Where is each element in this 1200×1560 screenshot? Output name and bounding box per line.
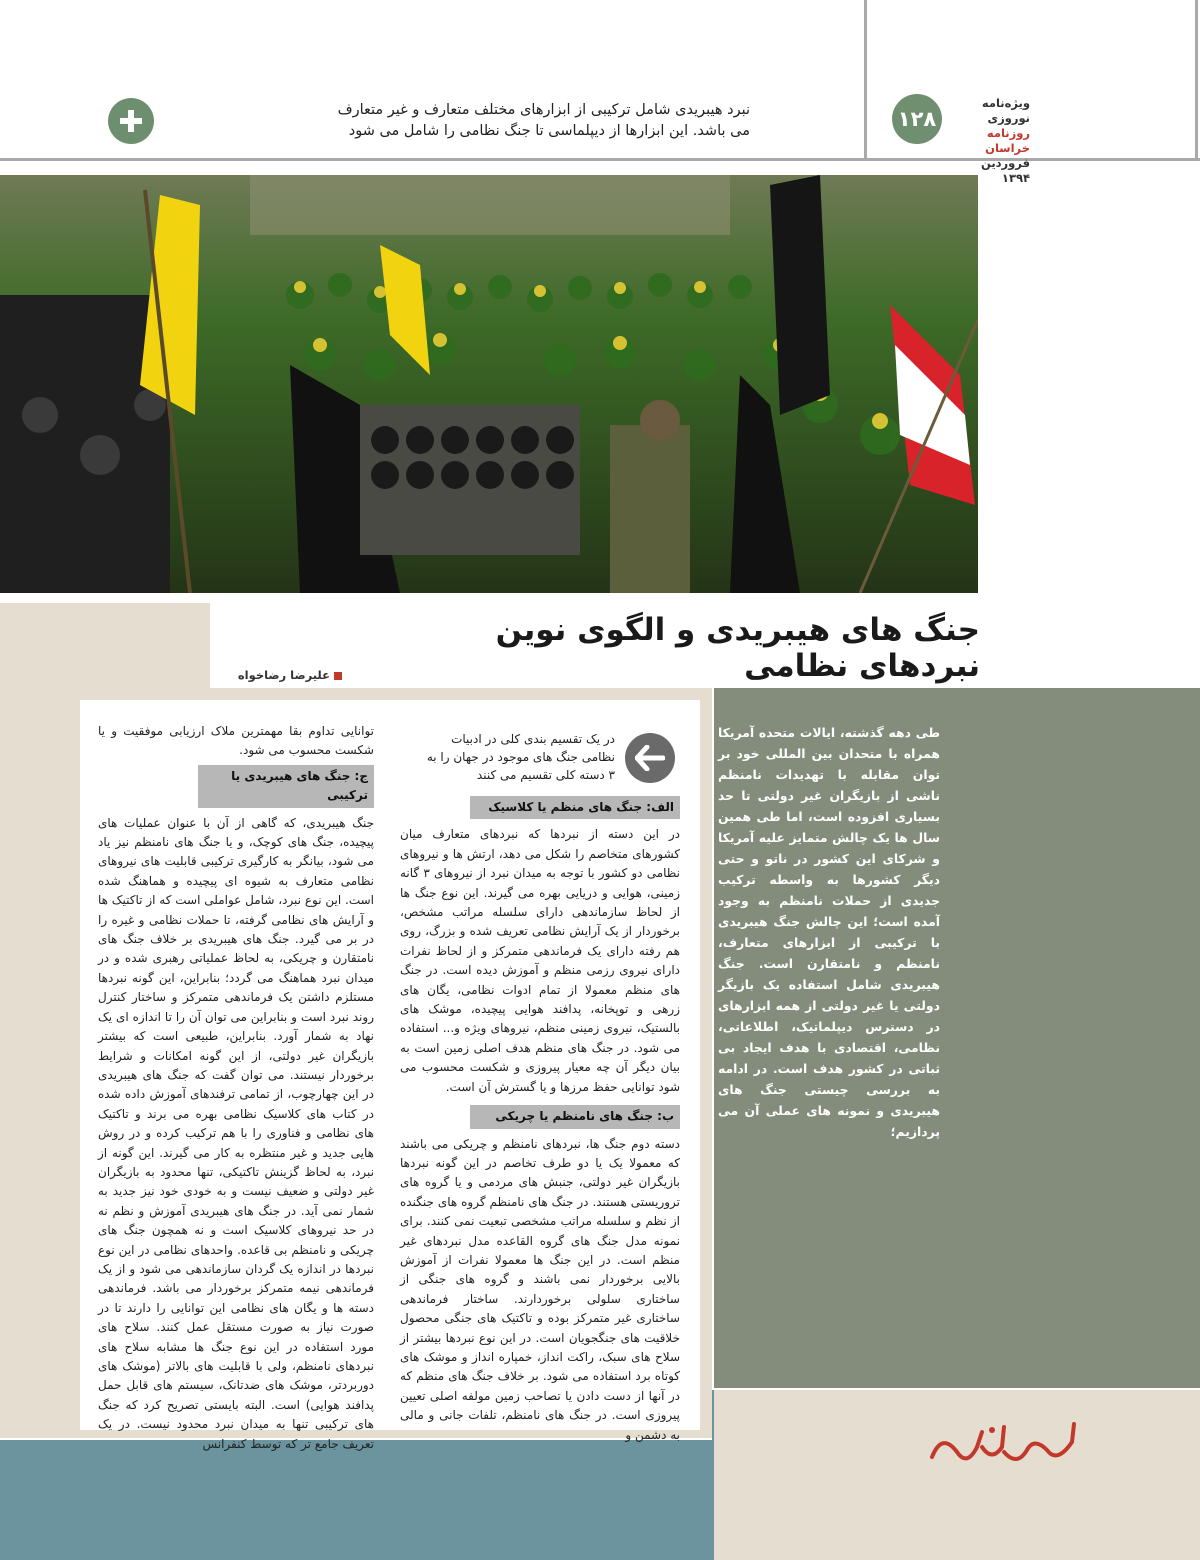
masthead-line-1: ویژه‌نامه نوروزی xyxy=(981,96,1030,125)
beige-panel-top xyxy=(0,603,210,688)
section-a-heading: الف: جنگ های منظم یا کلاسیک xyxy=(470,796,680,819)
intro-text: در یک تقسیم بندی کلی در ادبیات نظامی جنگ های موجود در جهان را به ۳ دسته کلی تقسیم می کنند xyxy=(426,732,615,782)
sidebar-intro-text: طی دهه گذشته، ایالات متحده آمریکا همراه با متحدان بین المللی خود بر توان مقابله با تهدیدات نامنظم ناشی از بازیگران غیر دولتی تا حد بسیاری افزوده است، اما طی همین سال ها یک چالش متمایز علیه آمریکا و شرکای این کشور در ناتو و حتی دیگر کشورها به واسطه ترکیب جدیدی از حملات نامنظم به وجود آمده است؛ این چالش جنگ هیبریدی با ترکیبی از ابزارهای متعارف، نامنظم و نامتقارن است. جنگ هیبریدی شامل استفاده یک بازیگر دولتی یا غیر دولتی از همه ابزارهای در دسترس دیپلماتیک، اطلاعاتی، نظامی، اقتصادی با هدف ایجاد بی ثباتی در کشور هدف است. در ادامه به بررسی چیستی جنگ های هیبریدی و نمونه های عملی آن می پردازیم؛ xyxy=(718,725,940,1139)
khorasan-logo xyxy=(922,1412,1092,1482)
article-title: جنگ های هیبریدی و الگوی نوین نبردهای نظامی xyxy=(495,612,980,684)
section-b-text: دسته دوم جنگ ها، نبردهای نامنظم و چریکی می باشند که معمولا یک یا دو طرف تخاصم در این گونه نبردها بازیگران غیر دولتی، جنبش های مردمی و یا گروه های تروریستی هستند. در جنگ های نامنظم گروه های جنگنده از نظم و سلسله مراتب مشخصی تبعیت نمی کنند. برای نمونه مدل جنگ های گروه القاعده مدل نبردهای غیر منظم است. در این جنگ ها معمولا نفرات از آموزش بالایی برخوردار نمی باشند و گروه های جنگی از ساختاری سلولی برخوردارند. ساختار فرماندهی ساختاری غیر متمرکز بوده و تاکتیک های جنگی محصول خلاقیت های جنگجویان است. در این نوع نبردها بیشتر از سلاح های سبک، راکت انداز، خمپاره انداز و موشک های کوتاه برد استفاده می شود. بر خلاف جنگ های منظم که در آنها از دست دادن یا تصاحب زمین مولفه اصلی تعیین پیروزی است. در جنگ های نامنظم، تلفات جانی و مالی به دشمن و xyxy=(400,1136,680,1442)
hero-photo-illustration xyxy=(0,175,978,593)
article-author: علیرضا رضاخواه xyxy=(220,668,342,682)
header-divider-right xyxy=(1195,0,1198,160)
arrow-left-glyph xyxy=(635,745,665,771)
masthead-line-3: فروردین ۱۳۹۴ xyxy=(980,156,1030,185)
section-b-heading: ب: جنگ های نامنظم یا چریکی xyxy=(470,1105,680,1128)
teaser-line-2: می باشد. این ابزارها از دیپلماسی تا جنگ نظامی را شامل می شود xyxy=(348,123,750,139)
section-c-text: جنگ هیبریدی، که گاهی از آن با عنوان عملیات های پیچیده، جنگ های کوچک، و یا جنگ های نامنظم نیز یاد می شود، بیانگر به کارگیری ترکیبی قابلیت های نیروهای نظامی متعارف به شیوه ای پیچیده و هماهنگ شده است. این نوع نبرد، شامل عواملی است که از تاکتیک ها و آرایش های نظامی گرفته، تا حملات نظامی و غیره را در بر می گیرد. جنگ های هیبریدی بر خلاف جنگ های نامتقارن و چریکی، به لحاظ عملیاتی رهبری شده و در میدان نبرد هماهنگ می گردد؛ بنابراین، این گونه نبردها مستلزم داشتن یک فرماندهی متمرکز و ساختار کنترل روند نبرد است و بنابراین می توان آن را تا اندازه ای یک نهاد به شمار آورد. بنابراین، طبیعی است که بیشتر بازیگران غیر دولتی، از این گونه امکانات و شرایط برخوردار نیستند. می توان گفت که جنگ های هیبریدی در این چهارچوب، از تمامی ترفندهای آموزش داده شده در کتاب های کلاسیک نظامی بهره می برند و تاکتیک های نظامی و فناوری را با هم ترکیب کرده و در روش هایی جدید و غیر منتظره به کار می گیرند. این گونه از نبرد، به لحاظ گزینش تاکتیکی، تنها محدود به بازیگران غیر دولتی و ضعیف نیست و به خودی خود نیز جدید به شمار نمی آید. در جنگ های هیبریدی آموزش و نظم نه در حد نیروهای کلاسیک است و نه همچون جنگ های چریکی و نامنظم بی قاعده. واحدهای نظامی در این نوع نبردها در اندازه یک گردان سازماندهی می شود و از یک فرماندهی نیمه متمرکز برخوردار می باشد. فرماندهی دسته ها و یگان های نظامی این توانایی را دارند تا در صورت نیاز به صورت مستقل عمل کنند. سلاح های مورد استفاده در این نوع جنگ ها مشابه سلاح های نبردهای نامنظم، ولی با قابلیت های بالاتر (موشک های دوربردتر، موشک های ضدتانک، سیستم های قابل حمل پدافند هوایی) است. البته بایستی تصریح کرد که جنگ های ترکیبی تنها به میدان نبرد محدود نیست. در یک تعریف جامع تر که توسط کنفرانس xyxy=(98,815,374,1451)
teaser-line-1: نبرد هیبریدی شامل ترکیبی از ابزارهای مختلف متعارف و غیر متعارف xyxy=(337,102,750,118)
column-left-top-text: توانایی تداوم بقا مهمترین ملاک ارزیابی موفقیت و یا شکست محسوب می شود. xyxy=(98,724,374,758)
header-divider-left xyxy=(864,0,867,160)
article-column-middle xyxy=(400,792,680,1445)
plus-circle-icon[interactable] xyxy=(108,98,154,144)
masthead xyxy=(950,96,1030,186)
masthead-line-2: روزنامه خراسان xyxy=(985,126,1030,155)
section-c-heading: ج: جنگ های هیبریدی یا ترکیبی xyxy=(198,765,374,808)
hero-photo xyxy=(0,175,978,593)
teaser-text xyxy=(165,100,750,142)
section-a-text: در این دسته از نبردها که نبردهای متعارف میان کشورهای متخاصم را شکل می دهد، ارتش ها و نیروهای نظامی دو کشور با توجه به میدان نبرد از نیروهای ۳ گانه زمینی، هوایی و دریایی بهره می گیرند. این نوع جنگ ها از لحاظ سازماندهی دارای سلسله مراتب مشخص، برخوردار از یک آرایش نظامی تعریف شده و بزرگ، روی هم رفته دارای یک فرماندهی متمرکز و از لحاظ نفرات دارای نیروی رزمی منظم و آموزش دیده است. در جنگ های منظم معمولا از تمام ادوات نظامی، یگان های زرهی و توپخانه، پدافند هوایی پیچیده، موشک های بالستیک، نیروی زمینی منظم، نیروهای ویژه و... استفاده می شود. در جنگ های منظم هدف اصلی زمین است به بیان دیگر آن چه معیار پیروزی و شکست محسوب می شود توانایی حفظ مرزها و یا گسترش آن است. xyxy=(400,827,680,1094)
page-number: ۱۲۸ xyxy=(892,94,942,144)
article-column-left xyxy=(98,722,374,1454)
khorasan-logo-mark xyxy=(922,1412,1092,1482)
arrow-left-icon[interactable] xyxy=(625,733,675,783)
